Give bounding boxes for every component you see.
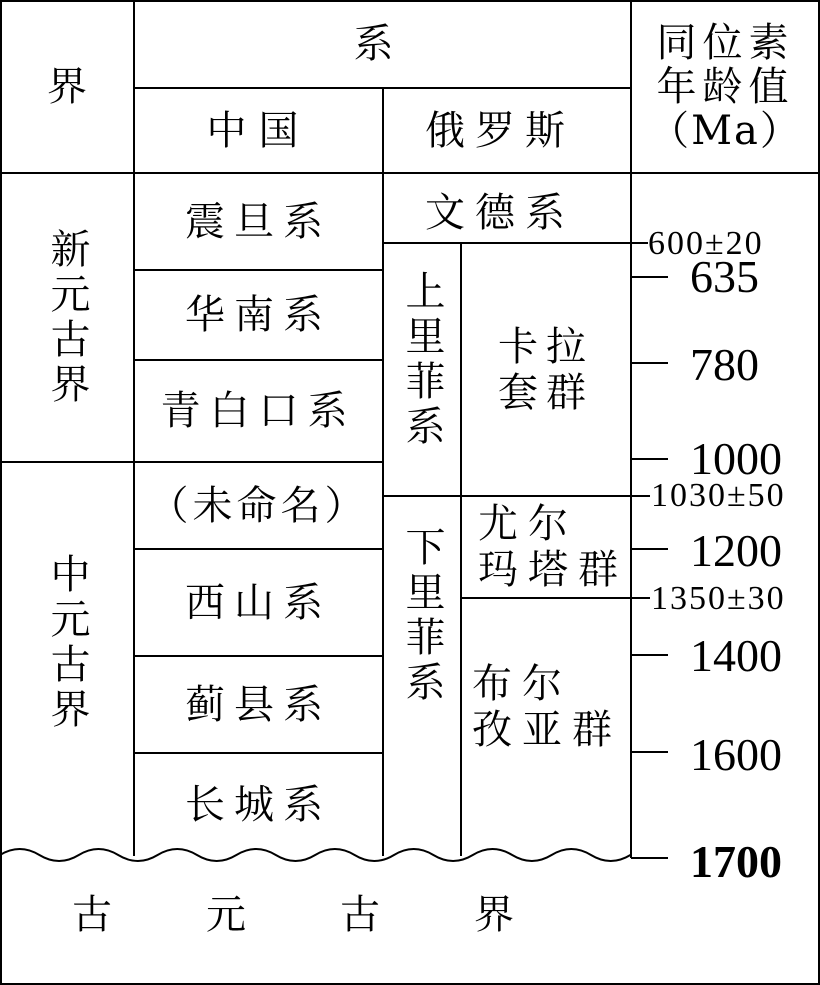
russia-group-label-line1: 卡拉 xyxy=(498,323,594,370)
russia-group-label-line1: 布尔 xyxy=(472,661,572,707)
russia-group-yurmatau xyxy=(461,496,631,598)
china-subheader xyxy=(134,88,383,173)
china-system-label: 长城系 xyxy=(185,781,332,828)
china-system-label: 华南系 xyxy=(185,292,332,338)
era-neoproterozoic-label: 新元古界 xyxy=(44,227,90,408)
china-system-label: 青白口系 xyxy=(160,388,357,434)
russia-group-karatau xyxy=(461,243,631,496)
isotope-age-header-line2: 年龄值 xyxy=(656,63,795,110)
china-system-label: 蓟县系 xyxy=(185,681,332,728)
russia-group-label-line2: 玛塔群 xyxy=(478,547,628,593)
china-system-zhendan xyxy=(134,173,383,270)
russia-group-label-line2: 孜亚群 xyxy=(472,707,622,753)
era-column-header-label: 界 xyxy=(47,63,87,110)
russia-subheader-label: 俄罗斯 xyxy=(425,107,575,154)
age-tick-label: 1000 xyxy=(690,433,782,484)
isotope-age-header-line1: 同位素 xyxy=(656,19,795,66)
china-subheader-label: 中国 xyxy=(206,107,311,154)
russia-system-label: 下里菲系 xyxy=(399,526,445,706)
china-system-qingbaikou xyxy=(134,360,383,462)
russia-group-label-line1: 尤尔 xyxy=(478,501,578,547)
russia-group-label-line2: 套群 xyxy=(498,369,594,416)
russia-system-label: 文德系 xyxy=(425,190,575,236)
age-tick-label: 780 xyxy=(690,339,759,390)
era-mesoproterozoic xyxy=(0,462,134,858)
russia-subheader xyxy=(383,88,631,173)
system-column-header xyxy=(134,0,631,88)
china-system-jixian xyxy=(134,656,383,753)
china-system-xishan xyxy=(134,549,383,656)
age-tick-label: 1400 xyxy=(690,630,782,681)
age-tick-label: 635 xyxy=(690,251,759,302)
russia-system-vendian xyxy=(383,173,631,243)
age-tick-label: 1600 xyxy=(690,729,782,780)
russia-system-upper-riphean xyxy=(383,243,461,496)
system-column-header-label: 系 xyxy=(353,21,394,67)
china-system-label: 西山系 xyxy=(185,579,332,626)
age-tick-label: 1700 xyxy=(690,836,782,887)
age-tick-label: 1200 xyxy=(690,525,782,576)
boundary-age-label: 600±20 xyxy=(648,225,764,262)
china-system-changcheng xyxy=(134,753,383,856)
china-system-unnamed xyxy=(134,462,383,549)
russia-system-lower-riphean xyxy=(383,496,461,856)
china-system-huanan xyxy=(134,270,383,360)
era-mesoproterozoic-label: 中元古界 xyxy=(44,553,90,733)
russia-system-label: 上里菲系 xyxy=(399,269,445,450)
china-system-label: 震旦系 xyxy=(185,198,332,245)
boundary-age-label: 1350±30 xyxy=(651,580,786,617)
isotope-age-header xyxy=(631,0,820,173)
era-column-header xyxy=(0,0,134,173)
russia-group-burzyan xyxy=(461,598,631,856)
isotope-age-unit: （Ma） xyxy=(649,107,802,154)
era-paleoproterozoic: 古元古界 xyxy=(72,892,608,938)
boundary-age-label: 1030±50 xyxy=(651,477,786,514)
china-system-label: （未命名） xyxy=(148,482,369,529)
era-neoproterozoic xyxy=(0,173,134,462)
